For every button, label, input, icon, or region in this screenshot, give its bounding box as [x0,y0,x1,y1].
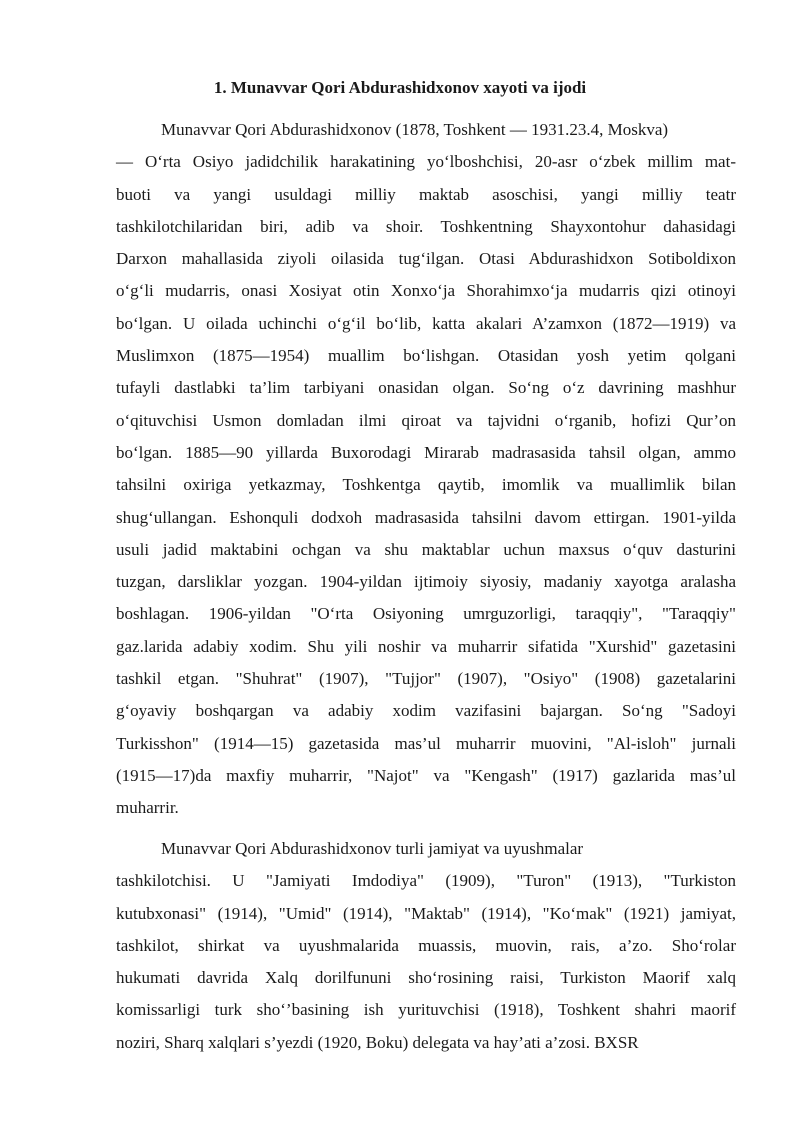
text-line: tashkilotchisi. U "Jamiyati Imdodiya" (1909), "Turon" (1913), "Turkiston [116,871,736,891]
text-line: kutubxonasi" (1914), "Umid" (1914), "Maktab" (1914), "Koʻmak" (1921) jamiyat, [116,903,736,923]
text-line: tahsilni oxiriga yetkazmay, Toshkentga qaytib, imomlik va muallimlik bilan [116,475,736,495]
text-line: hukumati davrida Xalq dorilfununi shoʻrosining raisi, Turkiston Maorif xalq [116,968,736,988]
text-line: — Oʻrta Osiyo jadidchilik harakatining yoʻlboshchisi, 20-asr oʻzbek millim mat- [116,152,736,172]
text-line: Muslimxon (1875—1954) muallim boʻlishgan. Otasidan yosh yetim qolgani [116,346,736,366]
text-line: tuzgan, darsliklar yozgan. 1904-yildan ijtimoiy siyosiy, madaniy xayotga aralasha [116,572,736,592]
text-line: tashkil etgan. "Shuhrat" (1907), "Tujjor" (1907), "Osiyo" (1908) gazetalarini [116,669,736,689]
text-line: komissarligi turk shoʻ’basining ish yurituvchisi (1918), Toshkent shahri maorif [116,1000,736,1020]
text-line: noziri, Sharq xalqlari s’yezdi (1920, Boku) delegata va hay’ati a’zosi. BXSR [116,1032,639,1052]
text-line: Turkisshon" (1914—15) gazetasida mas’ul muharrir muovini, "Al-isloh" jurnali [116,733,736,753]
text-line: gʻoyaviy boshqargan va adabiy xodim vazifasini bajargan. Soʻng "Sadoyi [116,701,736,721]
text-line: boʻlgan. 1885—90 yillarda Buxorodagi Mirarab madrasasida tahsil olgan, ammo [116,442,736,462]
text-line: Munavvar Qori Abdurashidxonov (1878, Toshkent — 1931.23.4, Moskva) [161,120,669,139]
text-line: oʻgʻli mudarris, onasi Xosiyat otin Xonxoʻja Shorahimxoʻja mudarris qizi otinoyi [116,281,736,301]
text-line: tufayli dastlabki ta’lim tarbiyani onasidan olgan. Soʻng oʻz davrining mashhur [116,378,736,398]
text-line: oʻqituvchisi Usmon domladan ilmi qiroat va tajvidni oʻrganib, hofizi Qur’on [116,410,736,430]
text-line: shugʻullangan. Eshonquli dodxoh madrasasida tahsilni davom ettirgan. 1901-yilda [116,507,736,527]
text-line: muharrir. [116,798,179,818]
text-line: Darxon mahallasida ziyoli oilasida tugʻilgan. Otasi Abdurashidxon Sotiboldixon [116,249,736,269]
text-line: gaz.larida adabiy xodim. Shu yili noshir va muharrir sifatida "Xurshid" gazetasini [116,636,736,656]
text-line: buoti va yangi usuldagi milliy maktab asoschisi, yangi milliy teatr [116,184,736,204]
text-line: (1915—17)da maxfiy muharrir, "Najot" va "Kengash" (1917) gazlarida mas’ul [116,765,736,785]
text-line: boshlagan. 1906-yildan "Oʻrta Osiyoning umrguzorligi, taraqqiy", "Taraqqiy" [116,604,736,624]
text-line: tashkilot, shirkat va uyushmalarida muassis, muovin, rais, a’zo. Shoʻrolar [116,935,736,955]
text-line: usuli jadid maktabini ochgan va shu maktablar uchun maxsus oʻquv dasturini [116,539,736,559]
page-title: 1. Munavvar Qori Abdurashidxonov xayoti va ijodi [213,78,587,97]
text-line: Munavvar Qori Abdurashidxonov turli jamiyat va uyushmalar [161,839,584,858]
paragraph-biography [116,114,736,825]
text-line: boʻlgan. U oilada uchinchi oʻgʻil boʻlib, katta akalari A’zamxon (1872—1919) va [116,313,736,333]
text-line: tashkilotchilaridan biri, adib va shoir. Toshkentning Shayxontohur dahasidagi [116,216,736,236]
paragraph-organizations [116,833,736,1059]
